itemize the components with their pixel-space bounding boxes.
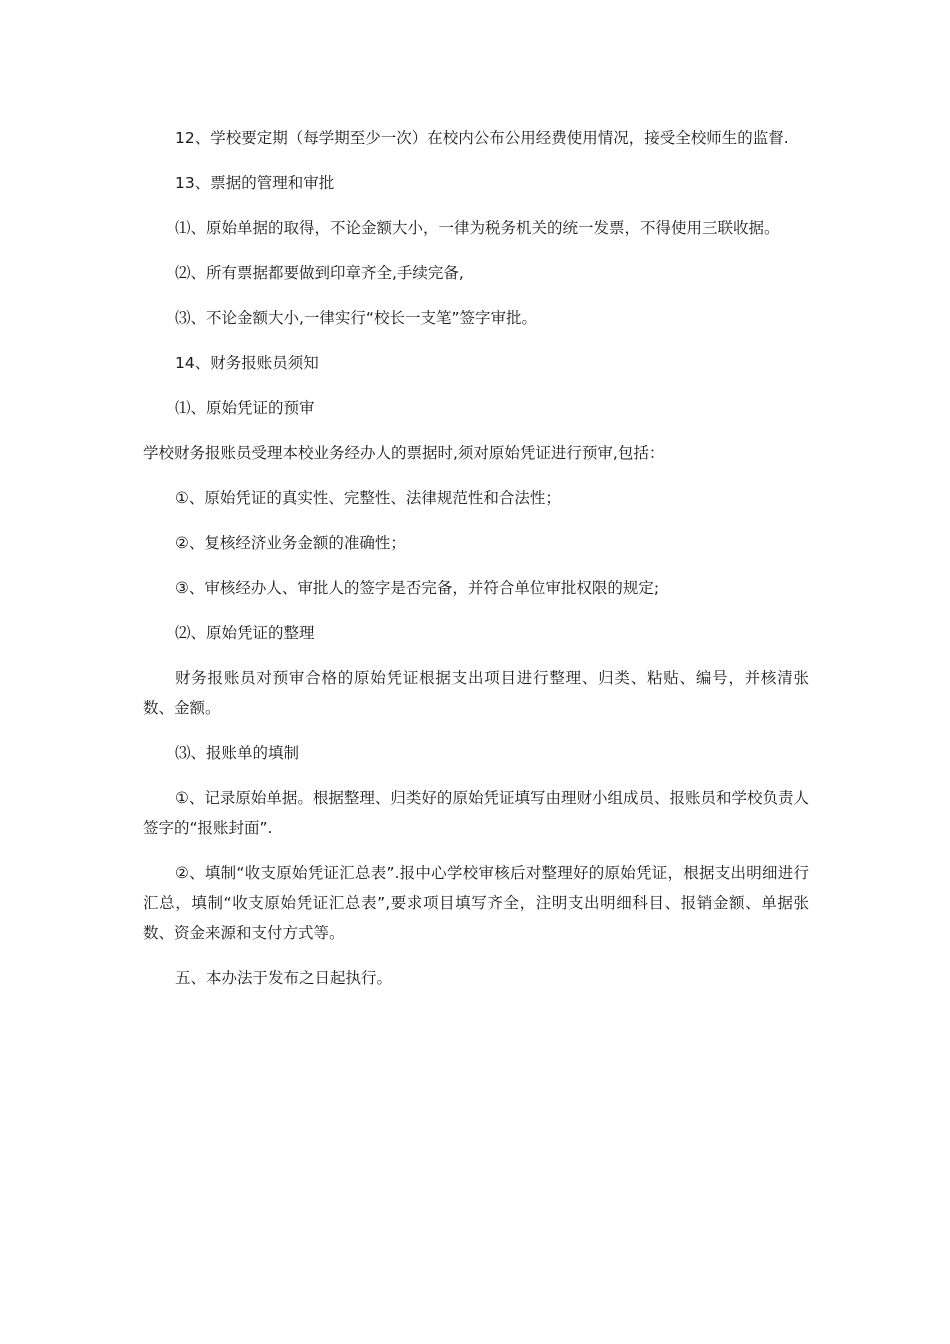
- heading-14-3: ⑶、报账单的填制: [175, 744, 300, 762]
- paragraph-14-3-b: ②、填制“收支原始凭证汇总表”.报中心学校审核后对整理好的原始凭证，根据支出明细进行汇总，填制“收支原始凭证汇总表”,要求项目填写齐全，注明支出明细科目、报销金额、单据张数、资金来源和支付方式等。: [143, 864, 809, 942]
- paragraph-13-2: ⑵、所有票据都要做到印章齐全,手续完备,: [175, 264, 464, 282]
- paragraph-14-1-intro: 学校财务报账员受理本校业务经办人的票据时,须对原始凭证进行预审,包括：: [143, 444, 665, 462]
- paragraph-item-12: 12、学校要定期（每学期至少一次）在校内公布公用经费使用情况，接受全校师生的监督.: [175, 129, 789, 147]
- paragraph-14-2: 财务报账员对预审合格的原始凭证根据支出项目进行整理、归类、粘贴、编号，并核清张数、金额。: [143, 669, 809, 717]
- heading-14-2: ⑵、原始凭证的整理: [175, 624, 315, 642]
- paragraph-14-1-c: ③、审核经办人、审批人的签字是否完备，并符合单位审批权限的规定;: [175, 579, 660, 597]
- paragraph-13-3: ⑶、不论金额大小,一律实行“校长一支笔”签字审批。: [175, 309, 537, 327]
- document-body: [143, 123, 809, 1008]
- heading-14-1: ⑴、原始凭证的预审: [175, 399, 315, 417]
- paragraph-14-1-a: ①、原始凭证的真实性、完整性、法律规范性和合法性；: [175, 489, 561, 507]
- paragraph-13-1: ⑴、原始单据的取得，不论金额大小，一律为税务机关的统一发票，不得使用三联收据。: [175, 219, 780, 237]
- heading-item-13: 13、票据的管理和审批: [175, 174, 335, 192]
- paragraph-14-3-a: ①、记录原始单据。根据整理、归类好的原始凭证填写由理财小组成员、报账员和学校负责人签字的“报账封面”.: [143, 789, 809, 837]
- paragraph-section-5: 五、本办法于发布之日起执行。: [175, 969, 393, 987]
- paragraph-14-1-b: ②、复核经济业务金额的准确性；: [175, 534, 406, 552]
- heading-item-14: 14、财务报账员须知: [175, 354, 319, 372]
